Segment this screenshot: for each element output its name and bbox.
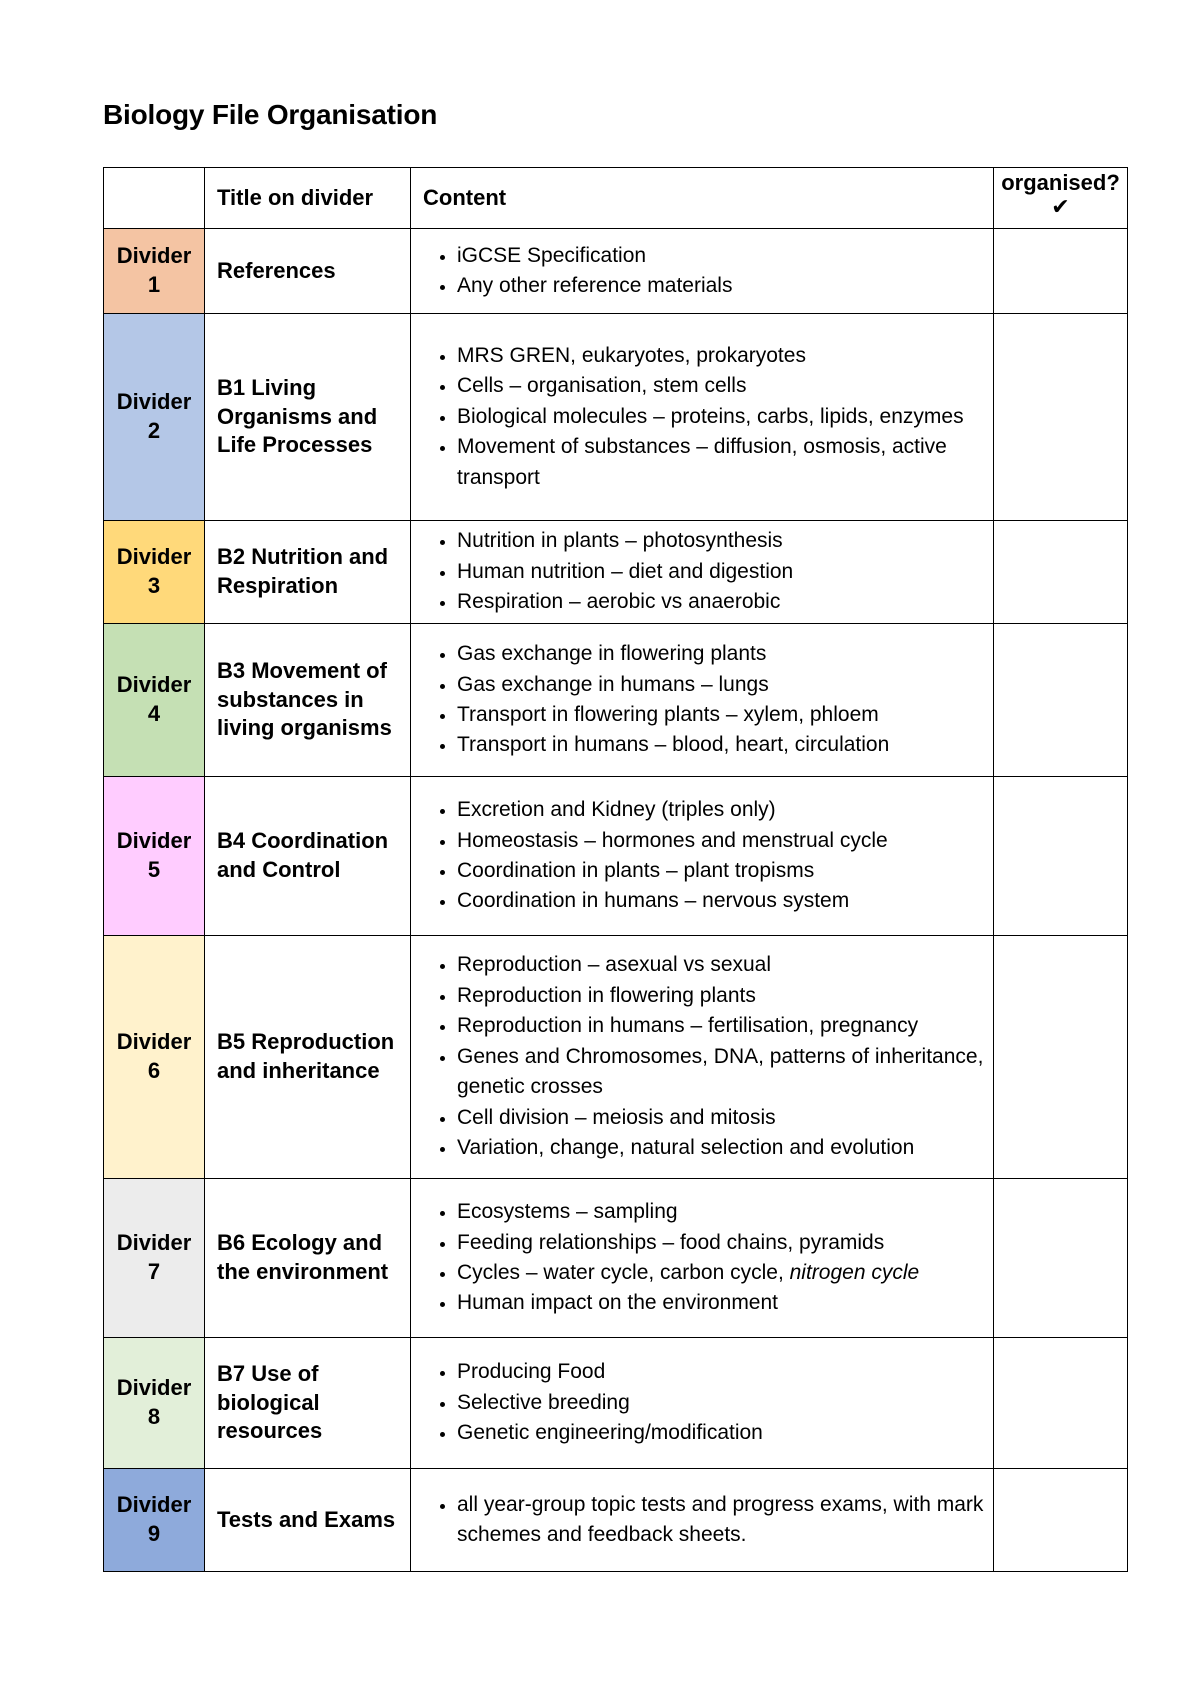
divider-title: B4 Coordination and Control (205, 777, 411, 936)
list-item (457, 402, 985, 432)
organised-checkbox-cell[interactable] (994, 1469, 1128, 1572)
content-list-cell (411, 229, 994, 314)
list-item (457, 730, 985, 760)
divider-number: 5 (147, 857, 161, 882)
content-list-cell (411, 314, 994, 521)
list-item (457, 1288, 985, 1318)
divider-title: B6 Ecology and the environment (205, 1179, 411, 1338)
list-item (457, 1011, 985, 1041)
list-item-text: Respiration – aerobic vs anaerobic (457, 590, 781, 614)
list-item-text: Cells – organisation, stem cells (457, 374, 747, 398)
divider-title: B2 Nutrition and Respiration (205, 521, 411, 624)
list-item (457, 1103, 985, 1133)
list-item (457, 371, 985, 401)
list-item-text: Variation, change, natural selection and evolution (457, 1136, 915, 1160)
divider-title: B7 Use of biological resources (205, 1338, 411, 1469)
list-item-text: Ecosystems – sampling (457, 1200, 678, 1224)
list-item (457, 432, 985, 493)
divider-number: 2 (147, 418, 161, 443)
list-item (457, 950, 985, 980)
list-item-text: Homeostasis – hormones and menstrual cycle (457, 828, 888, 852)
organised-checkbox-cell[interactable] (994, 624, 1128, 777)
list-item (457, 1197, 985, 1227)
list-item (457, 670, 985, 700)
list-item-text: Selective breeding (457, 1390, 630, 1414)
list-item-text: iGCSE Specification (457, 243, 647, 267)
list-item-text: Cycles – water cycle, carbon cycle, (457, 1261, 790, 1284)
divider-word: Divider (116, 1492, 192, 1518)
divider-word: Divider (116, 544, 192, 570)
list-item-text: Coordination in plants – plant tropisms (457, 859, 815, 882)
list-item (457, 1228, 985, 1258)
list-item-text: Biological molecules – proteins, carbs, lipids, enzymes (457, 404, 964, 428)
list-item-italic-text: nitrogen cycle (789, 1261, 920, 1284)
list-item (457, 981, 985, 1011)
check-mark-icon: ✔ (1051, 194, 1070, 220)
divider-label (104, 936, 205, 1179)
table-row (104, 936, 1128, 1179)
list-item-text: Producing Food (457, 1360, 606, 1384)
list-item (457, 557, 985, 587)
list-item (457, 795, 985, 825)
list-item (457, 271, 985, 301)
list-item (457, 526, 985, 556)
list-item (457, 1357, 985, 1387)
content-list-cell (411, 624, 994, 777)
list-item-text: Reproduction – asexual vs sexual (457, 953, 772, 977)
divider-title: References (205, 229, 411, 314)
divider-number: 3 (147, 573, 161, 598)
divider-label (104, 521, 205, 624)
organised-label: organised? (1001, 170, 1120, 195)
divider-number: 9 (147, 1521, 161, 1546)
organised-checkbox-cell[interactable] (994, 777, 1128, 936)
list-item-text: Coordination in humans – nervous system (457, 889, 850, 913)
divider-label (104, 624, 205, 777)
list-item-text: Gas exchange in flowering plants (457, 642, 767, 666)
table-row (104, 1179, 1128, 1338)
organised-checkbox-cell[interactable] (994, 936, 1128, 1179)
list-item-text: Human nutrition – diet and digestion (457, 559, 794, 583)
list-item-text: Excretion and Kidney (triples only) (457, 798, 776, 822)
divider-number: 6 (147, 1058, 161, 1083)
header-title-on-divider: Title on divider (205, 168, 411, 229)
list-item-text: Genetic engineering/modification (457, 1421, 763, 1445)
content-list (411, 241, 993, 302)
divider-title: B5 Reproduction and inheritance (205, 936, 411, 1179)
header-divider-cell (104, 168, 205, 229)
list-item-text: MRS GREN, eukaryotes, prokaryotes (457, 343, 806, 367)
header-organised (994, 168, 1128, 229)
list-item-text: Transport in humans – blood, heart, circulation (457, 733, 890, 757)
content-list-cell (411, 1338, 994, 1469)
table-row (104, 777, 1128, 936)
list-item (457, 1258, 985, 1288)
list-item-text: all year-group topic tests and progress exams, with mark schemes and feedback sheets. (457, 1492, 984, 1546)
list-item-text: Any other reference materials (457, 274, 733, 297)
list-item (457, 826, 985, 856)
divider-title: B3 Movement of substances in living organisms (205, 624, 411, 777)
content-list-cell (411, 521, 994, 624)
content-list (411, 1357, 993, 1448)
divider-label (104, 229, 205, 314)
divider-word: Divider (116, 672, 192, 698)
list-item (457, 241, 985, 271)
divider-label (104, 1338, 205, 1469)
content-list (411, 526, 993, 617)
list-item (457, 700, 985, 730)
list-item-text: Movement of substances – diffusion, osmosis, active transport (457, 435, 947, 489)
list-item (457, 1388, 985, 1418)
list-item-text: Reproduction in humans – fertilisation, pregnancy (457, 1014, 919, 1038)
content-list (411, 1197, 993, 1319)
content-list (411, 341, 993, 493)
content-list-cell (411, 777, 994, 936)
divider-word: Divider (116, 243, 192, 269)
table-row (104, 1469, 1128, 1572)
table-row (104, 229, 1128, 314)
list-item-text: Genes and Chromosomes, DNA, patterns of inheritance, genetic crosses (457, 1044, 984, 1099)
divider-word: Divider (116, 1029, 192, 1055)
content-list-cell (411, 1469, 994, 1572)
list-item (457, 1418, 985, 1448)
list-item (457, 856, 985, 886)
divider-number: 1 (147, 272, 161, 297)
organised-checkbox-cell[interactable] (994, 314, 1128, 521)
divider-label (104, 1469, 205, 1572)
divider-title: B1 Living Organisms and Life Processes (205, 314, 411, 521)
table-row (104, 521, 1128, 624)
list-item-text: Gas exchange in humans – lungs (457, 672, 769, 696)
content-list-cell (411, 1179, 994, 1338)
divider-word: Divider (116, 828, 192, 854)
divider-word: Divider (116, 1375, 192, 1401)
list-item (457, 886, 985, 916)
table-row (104, 1338, 1128, 1469)
table-row (104, 624, 1128, 777)
organisation-table (103, 167, 1128, 1572)
divider-label (104, 314, 205, 521)
content-list (411, 795, 993, 917)
divider-word: Divider (116, 1230, 192, 1256)
content-list (411, 639, 993, 761)
list-item (457, 341, 985, 371)
content-list (411, 950, 993, 1163)
list-item-text: Transport in flowering plants – xylem, phloem (457, 703, 879, 726)
list-item (457, 587, 985, 617)
organised-checkbox-cell[interactable] (994, 521, 1128, 624)
content-list (411, 1490, 993, 1551)
organised-checkbox-cell[interactable] (994, 1179, 1128, 1338)
list-item-text: Nutrition in plants – photosynthesis (457, 529, 783, 553)
table-row (104, 314, 1128, 521)
divider-number: 4 (147, 701, 161, 726)
divider-label (104, 777, 205, 936)
header-content: Content (411, 168, 994, 229)
list-item-text: Reproduction in flowering plants (457, 983, 756, 1007)
organised-checkbox-cell[interactable] (994, 229, 1128, 314)
content-list-cell (411, 936, 994, 1179)
table-header-row (104, 168, 1128, 229)
list-item (457, 1042, 985, 1103)
divider-number: 7 (147, 1259, 161, 1284)
divider-number: 8 (147, 1404, 161, 1429)
divider-title: Tests and Exams (205, 1469, 411, 1572)
divider-word: Divider (116, 389, 192, 415)
list-item-text: Human impact on the environment (457, 1291, 778, 1315)
list-item (457, 639, 985, 669)
divider-label (104, 1179, 205, 1338)
organised-checkbox-cell[interactable] (994, 1338, 1128, 1469)
list-item (457, 1490, 985, 1551)
list-item-text: Cell division – meiosis and mitosis (457, 1105, 776, 1129)
list-item-text: Feeding relationships – food chains, pyramids (457, 1230, 885, 1254)
list-item (457, 1133, 985, 1163)
page-title: Biology File Organisation (103, 99, 438, 130)
